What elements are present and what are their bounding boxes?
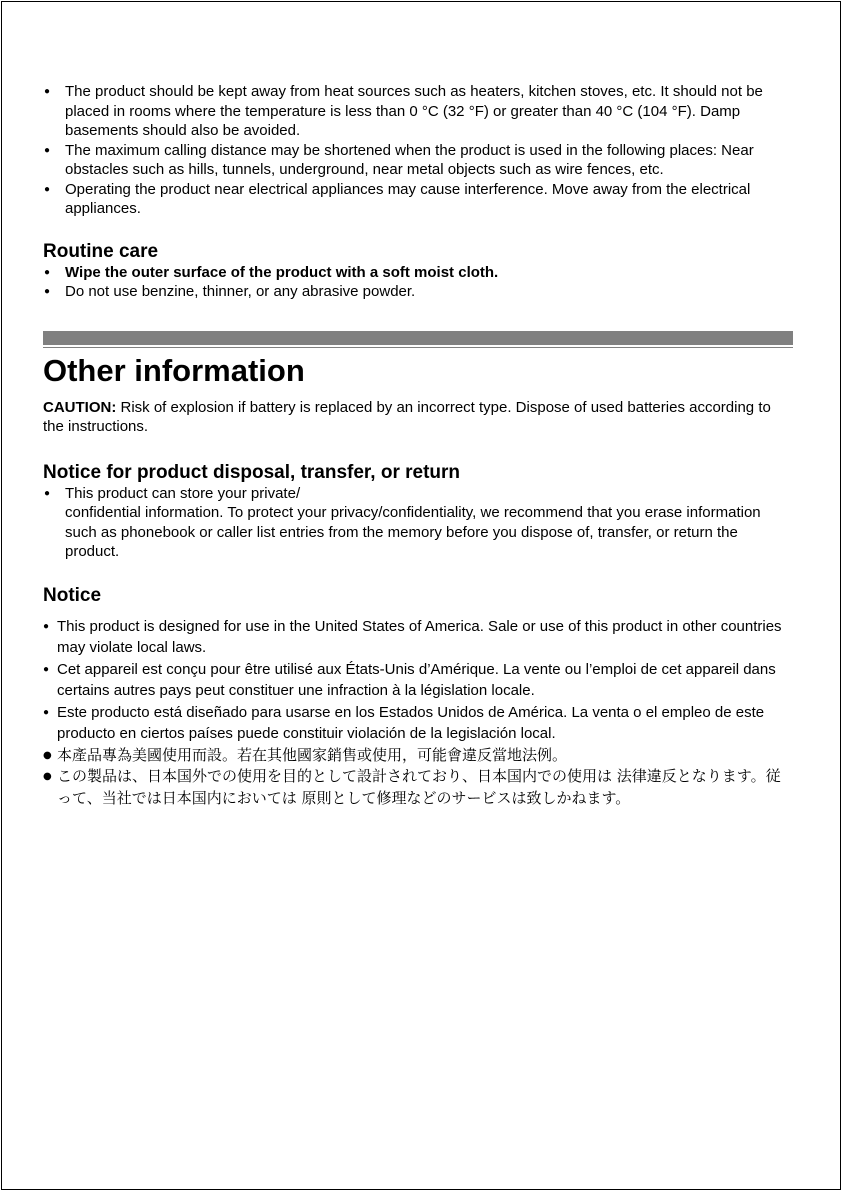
- section-divider-rule: [43, 347, 793, 348]
- notice-item-chinese: ● 本產品專為美國使用而設。若在其他國家銷售或使用，可能會違反當地法例。: [43, 745, 793, 767]
- disposal-heading: Notice for product disposal, transfer, or return: [43, 461, 461, 483]
- notice-item-english: ● This product is designed for use in the United States of America. Sale or use of this product in other countries may violate local laws.: [43, 616, 793, 659]
- notice-list: [43, 616, 793, 810]
- page-content: [43, 82, 793, 809]
- routine-care-list: [43, 263, 793, 302]
- bullet-calling-distance: ● The maximum calling distance may be shortened when the product is used in the following places: Near obstacles such as hills, tunnels, underground, near metal objects such as wire fences, etc.: [43, 141, 793, 180]
- environment-bullet-list: [43, 82, 793, 219]
- disposal-line-2: confidential information. To protect your privacy/confidentiality, we recommend that you erase information such as phonebook or caller list entries from the memory before you dispose of, transfer, or return the product.: [65, 504, 761, 560]
- other-information-heading: Other information: [43, 352, 305, 388]
- section-divider-bar: [43, 331, 793, 345]
- disposal-item: [43, 484, 793, 562]
- notice-item-spanish: ● Este producto está diseñado para usarse en los Estados Unidos de América. La venta o el empleo de este producto en ciertos países puede constituir violación de la legislación local.: [43, 702, 793, 745]
- notice-heading: Notice: [43, 584, 102, 606]
- routine-care-item-benzine: ● Do not use benzine, thinner, or any abrasive powder.: [43, 282, 793, 302]
- notice-item-japanese: ● この製品は、日本国外での使用を目的として設計されており、日本国内での使用は 法律違反となります。従って、当社では日本国内においては 原則として修理などのサービスは致しかねます。: [43, 766, 793, 809]
- disposal-line-1: This product can store your private/: [65, 484, 301, 502]
- caution-paragraph: [43, 398, 793, 437]
- bullet-heat-sources: ● The product should be kept away from heat sources such as heaters, kitchen stoves, etc. It should not be placed in rooms where the temperature is less than 0 °C (32 °F) or greater than 40 °C (104 °F). Damp basements should also be avoided.: [43, 82, 793, 141]
- document-page: [1, 1, 841, 1190]
- routine-care-item-wipe: ● Wipe the outer surface of the product with a soft moist cloth.: [43, 263, 793, 283]
- caution-text: Risk of explosion if battery is replaced by an incorrect type. Dispose of used batteries according to the instructions.: [43, 398, 771, 435]
- bullet-interference: ● Operating the product near electrical appliances may cause interference. Move away from the electrical appliances.: [43, 180, 793, 219]
- disposal-list: [43, 484, 793, 562]
- caution-label: CAUTION:: [43, 398, 117, 416]
- routine-care-heading: Routine care: [43, 240, 159, 262]
- notice-item-french: ● Cet appareil est conçu pour être utilisé aux États-Unis d’Amérique. La vente ou l’emploi de cet appareil dans certains autres pays peut constituer une infraction à la législation locale.: [43, 659, 793, 702]
